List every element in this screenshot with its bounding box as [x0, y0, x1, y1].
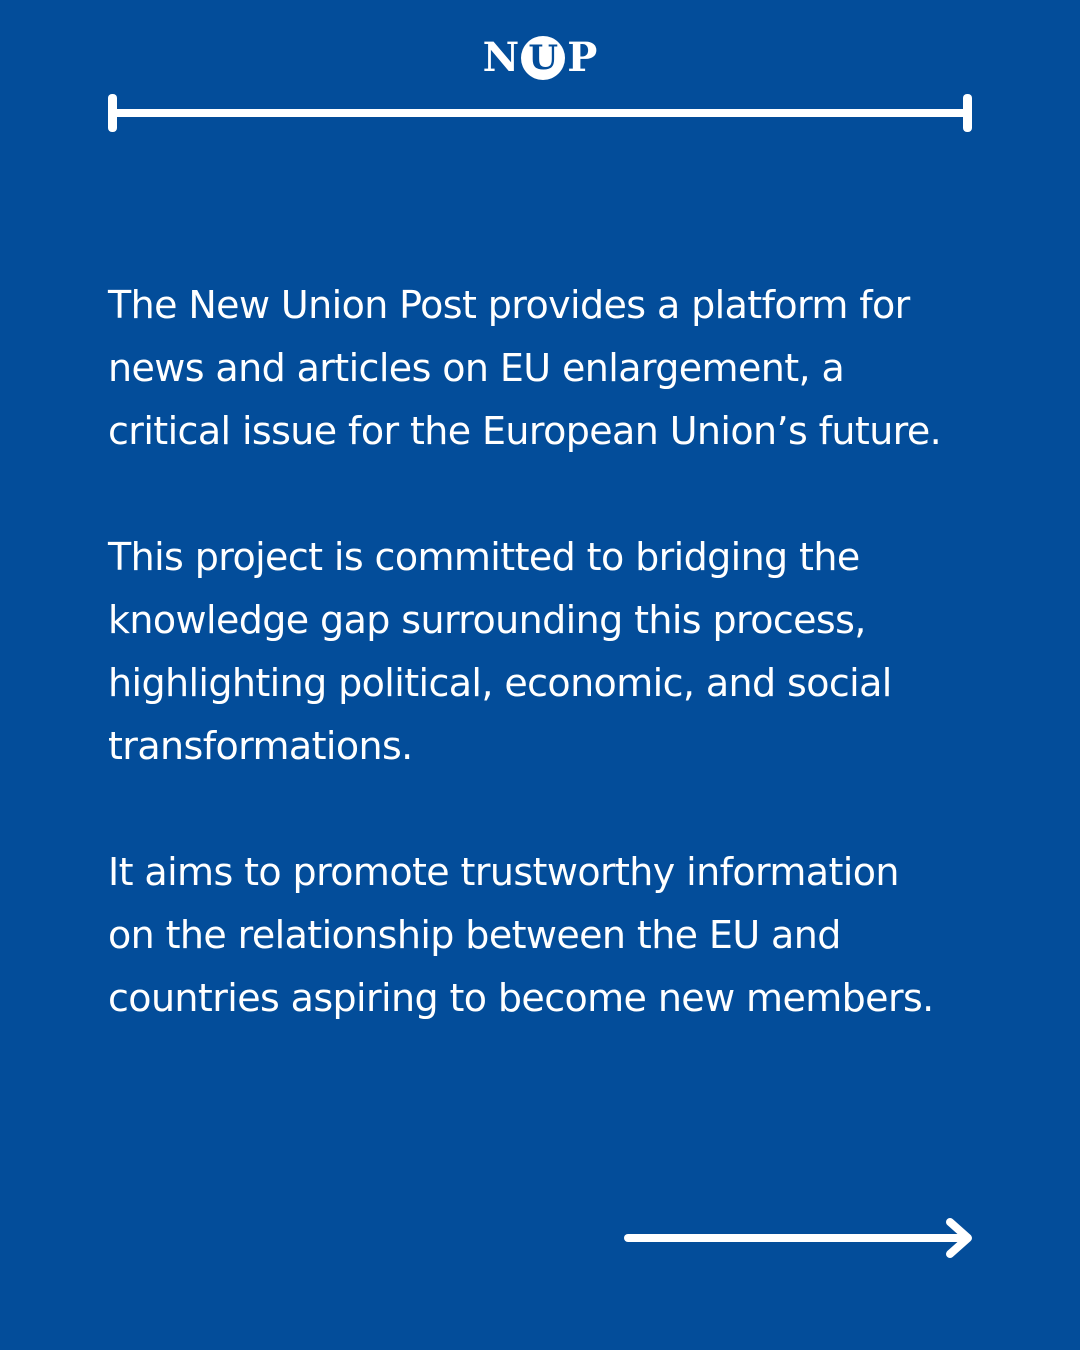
paragraph-aims: It aims to promote trustworthy information on the relationship between the EU and countries aspiring to become new members.: [108, 850, 934, 1020]
description: [108, 274, 1008, 1093]
logo-letter-n: N: [482, 34, 520, 81]
paragraph-mission: This project is committed to bridging the knowledge gap surrounding this process, highlighting political, economic, and social transformations.: [108, 535, 892, 768]
divider-bar: [108, 94, 972, 132]
arrow-right-icon[interactable]: [624, 1218, 976, 1258]
nup-logo: [0, 34, 1080, 82]
logo-letter-p: P: [567, 34, 598, 81]
paragraph-intro: The New Union Post provides a platform for news and articles on EU enlargement, a critical issue for the European Union’s future.: [108, 283, 942, 453]
logo-letter-u: U: [521, 36, 565, 80]
